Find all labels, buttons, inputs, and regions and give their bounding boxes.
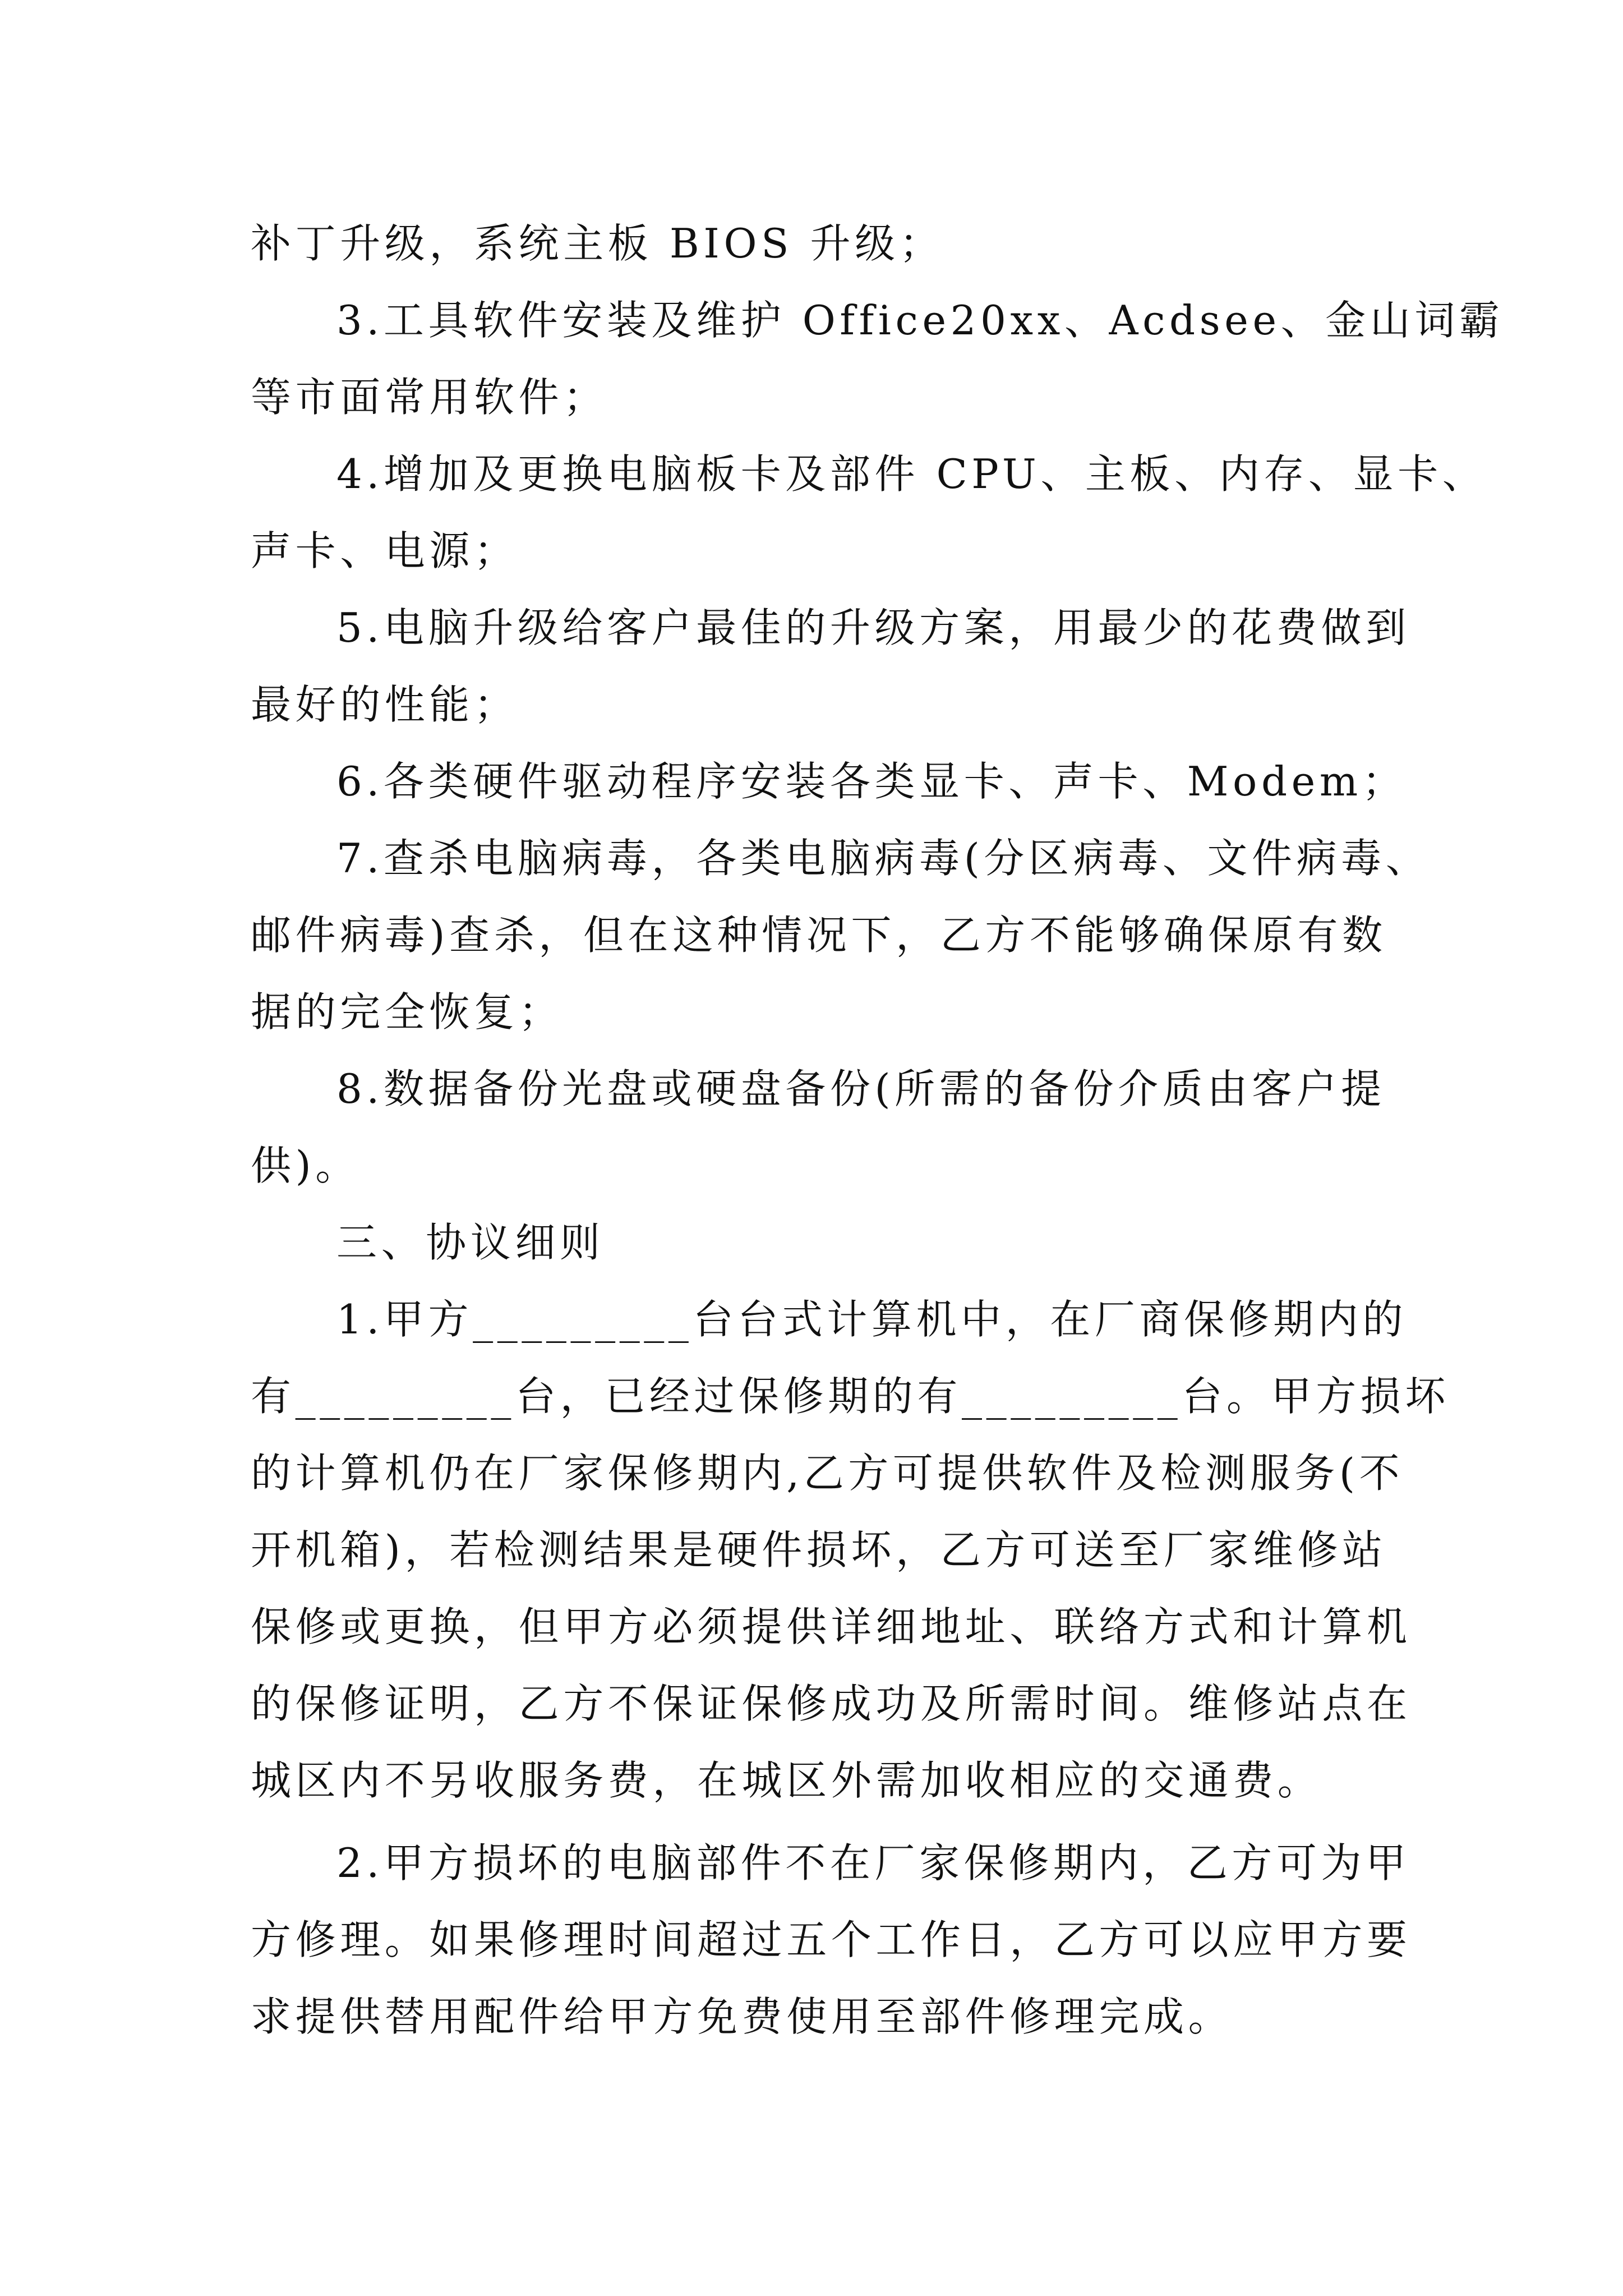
text-line: 保修或更换，但甲方必须提供详细地址、联络方式和计算机 <box>251 1603 1412 1650</box>
list-item-4 <box>251 436 1541 590</box>
text-line: 7.查杀电脑病毒，各类电脑病毒(分区病毒、文件病毒、 <box>336 835 1431 882</box>
text-line: 5.电脑升级给客户最佳的升级方案，用最少的花费做到 <box>336 604 1410 651</box>
text-line: 供)。 <box>251 1142 360 1189</box>
text-line: 开机箱)，若检测结果是硬件损坏，乙方可送至厂家维修站 <box>251 1526 1387 1573</box>
list-item-7 <box>251 820 1541 1051</box>
text-line: 的计算机仍在厂家保修期内,乙方可提供软件及检测服务(不 <box>251 1450 1404 1497</box>
text-line: 8.数据备份光盘或硬盘备份(所需的备份介质由客户提 <box>336 1065 1386 1112</box>
text-line: 邮件病毒)查杀，但在这种情况下，乙方不能够确保原有数 <box>251 912 1387 959</box>
document-page <box>251 205 1541 2055</box>
clause-2 <box>251 1825 1541 2055</box>
text-line: 3.工具软件安装及维护 Office20xx、Acdsee、金山词霸 <box>336 297 1504 344</box>
text-line: 据的完全恢复； <box>251 988 564 1036</box>
text-line: 求提供替用配件给甲方免费使用至部件修理完成。 <box>251 1993 1233 2040</box>
list-item-3 <box>251 282 1541 436</box>
text-line: 2.甲方损坏的电脑部件不在厂家保修期内，乙方可为甲 <box>336 1839 1410 1887</box>
text-line: 的保修证明，乙方不保证保修成功及所需时间。维修站点在 <box>251 1680 1412 1727</box>
list-item-6 <box>251 743 1541 820</box>
text-line: 等市面常用软件； <box>251 374 608 421</box>
text-line: 声卡、电源； <box>251 527 519 574</box>
paragraph-continuation <box>251 205 1541 282</box>
text-line: 城区内不另收服务费，在城区外需加收相应的交通费。 <box>251 1757 1322 1804</box>
text-line: 4.增加及更换电脑板卡及部件 CPU、主板、内存、显卡、 <box>336 450 1487 498</box>
list-item-8 <box>251 1051 1541 1204</box>
text-line: 6.各类硬件驱动程序安装各类显卡、声卡、Modem； <box>336 758 1407 805</box>
clause-1 <box>251 1281 1541 1819</box>
text-line: 补丁升级，系统主板 BIOS 升级； <box>251 220 944 267</box>
text-line: 最好的性能； <box>251 681 519 728</box>
text-line: 方修理。如果修理时间超过五个工作日，乙方可以应甲方要 <box>251 1916 1412 1963</box>
section-heading-text: 三、协议细则 <box>336 1219 605 1266</box>
text-line: 1.甲方_________台台式计算机中，在厂商保修期内的 <box>336 1296 1408 1343</box>
section-heading <box>251 1204 1541 1281</box>
text-line: 有_________台，已经过保修期的有_________台。甲方损坏 <box>251 1373 1450 1420</box>
list-item-5 <box>251 590 1541 743</box>
